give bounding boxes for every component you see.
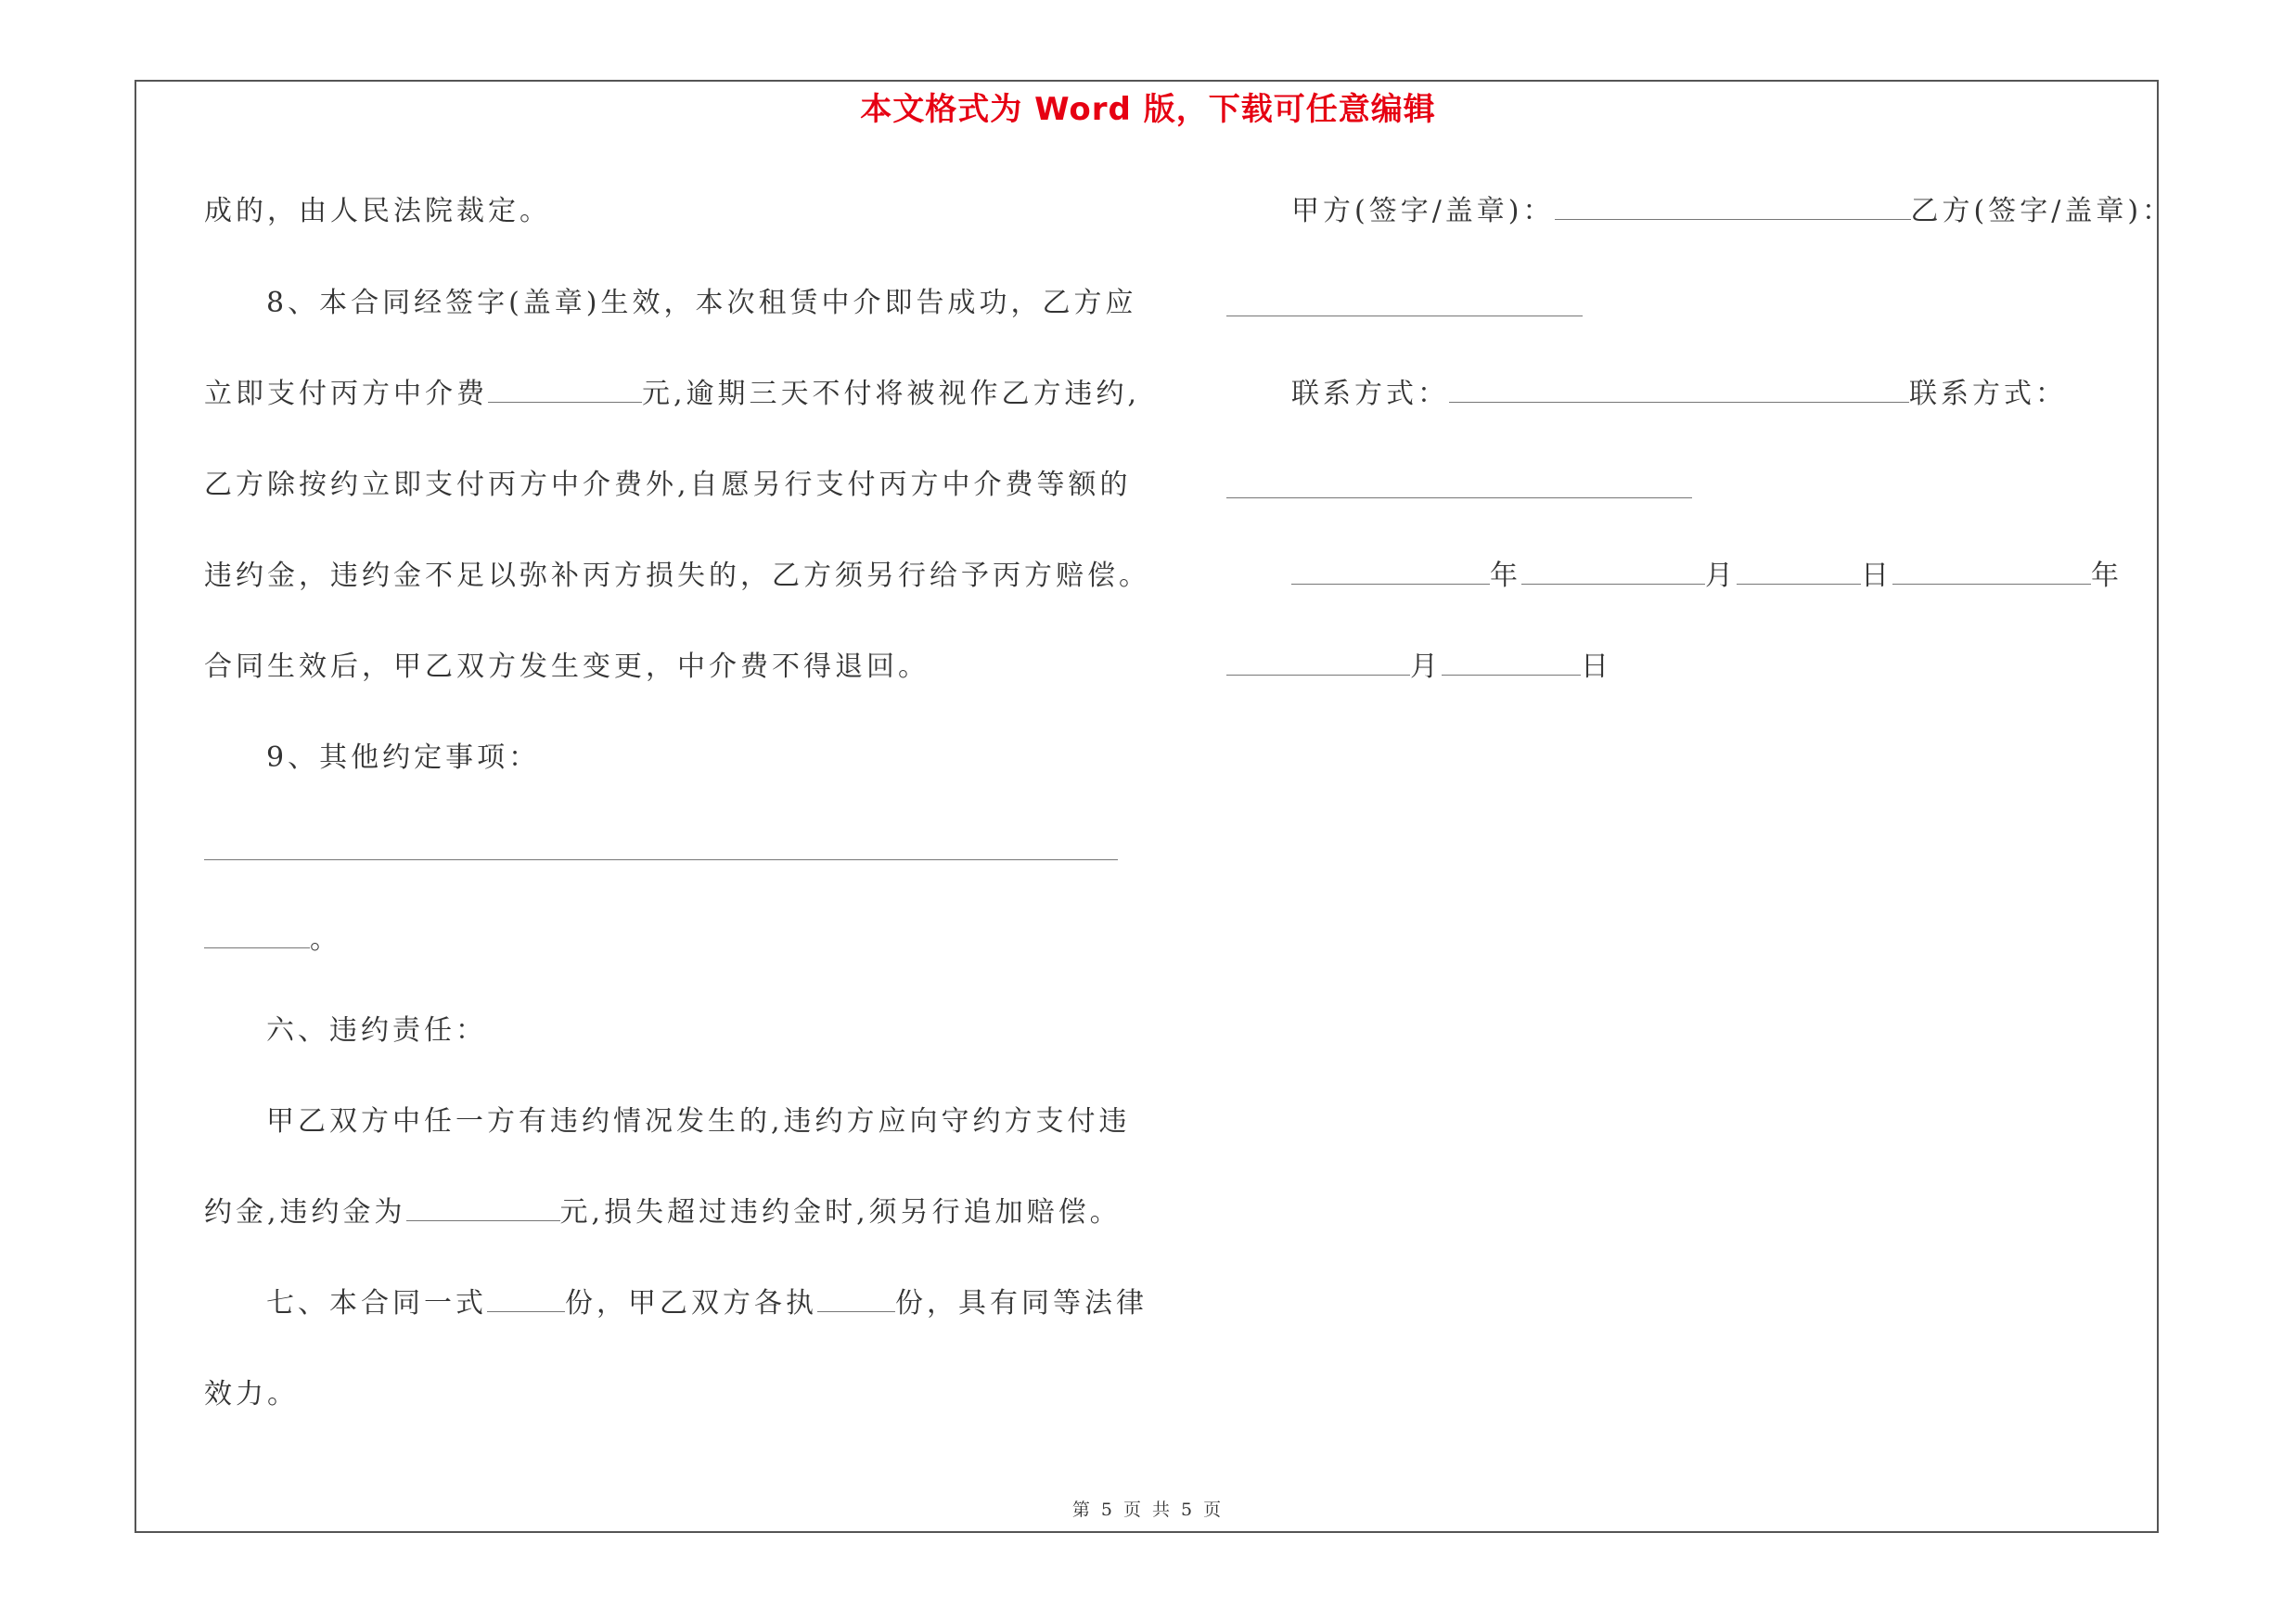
other-terms-end-line	[204, 921, 341, 959]
date-line-2	[1226, 649, 1612, 686]
clause-8-line-3: 乙方除按约立即支付丙方中介费外,自愿另行支付丙方中介费等额的	[204, 469, 1132, 501]
copies-total-blank[interactable]	[487, 1285, 565, 1312]
contact-line	[1291, 376, 2067, 413]
other-terms-blank-line[interactable]	[204, 859, 1118, 860]
clause-8-line-5: 合同生效后，甲乙双方发生变更，中介费不得退回。	[204, 650, 930, 683]
party-b-year-blank[interactable]	[1892, 558, 2091, 585]
clause-8-line-4: 违约金，违约金不足以弥补丙方损失的，乙方须另行给予丙方赔偿。	[204, 560, 1150, 592]
day-label-a: 日	[1861, 560, 1892, 592]
party-b-contact-label: 联系方式：	[1909, 378, 2067, 410]
party-b-contact-blank[interactable]	[1226, 497, 1692, 498]
day-label-b: 日	[1581, 650, 1612, 683]
clause-8-text-a: 立即支付丙方中介费	[204, 378, 488, 410]
year-label-b: 年	[2091, 560, 2123, 592]
party-a-sign-blank[interactable]	[1555, 193, 1911, 220]
breach-text-b: 元,损失超过违约金时,须另行追加赔偿。	[559, 1196, 1122, 1229]
party-a-sign-label: 甲方(签字/盖章)：	[1291, 195, 1555, 227]
party-a-day-blank[interactable]	[1737, 558, 1861, 585]
party-a-contact-label: 联系方式：	[1291, 378, 1449, 410]
section-7-text-a: 七、本合同一式	[266, 1287, 487, 1320]
breach-line-2	[204, 1194, 1122, 1231]
party-b-day-blank[interactable]	[1442, 649, 1581, 676]
breach-text-a: 约金,违约金为	[204, 1196, 406, 1229]
penalty-amount-blank[interactable]	[406, 1194, 560, 1221]
section-7-text-c: 份，具有同等法律	[895, 1287, 1148, 1320]
clause-8-text-b: 元,逾期三天不付将被视作乙方违约,	[642, 378, 1141, 410]
clause-8-line-1: 8、本合同经签字(盖章)生效，本次租赁中介即告成功，乙方应	[266, 287, 1137, 319]
party-a-month-blank[interactable]	[1521, 558, 1705, 585]
signature-line	[1291, 193, 2174, 230]
party-b-month-blank[interactable]	[1226, 649, 1410, 676]
party-b-sign-label: 乙方(签字/盖章)：	[1910, 195, 2174, 227]
clause-8-line-2	[204, 376, 1140, 413]
period-mark: 。	[310, 923, 341, 956]
clause-9-heading: 9、其他约定事项：	[266, 741, 541, 774]
party-a-contact-blank[interactable]	[1449, 376, 1909, 403]
date-line-1	[1291, 558, 2123, 595]
section-7-line-2: 效力。	[204, 1378, 299, 1410]
month-label-b: 月	[1410, 650, 1442, 683]
section-6-heading: 六、违约责任：	[266, 1014, 487, 1047]
section-7-text-b: 份，甲乙双方各执	[565, 1287, 817, 1320]
copies-each-blank[interactable]	[817, 1285, 895, 1312]
page-number: 第 5 页 共 5 页	[1071, 1500, 1225, 1520]
agency-fee-blank[interactable]	[488, 376, 642, 403]
month-label-a: 月	[1705, 560, 1737, 592]
other-terms-blank-short[interactable]	[204, 921, 310, 948]
breach-line-1: 甲乙双方中任一方有违约情况发生的,违约方应向守约方支付违	[266, 1105, 1131, 1138]
party-a-year-blank[interactable]	[1291, 558, 1490, 585]
paragraph-ruling: 成的，由人民法院裁定。	[204, 195, 551, 227]
section-7-line-1	[266, 1285, 1148, 1322]
edit-banner: 本文格式为 Word 版，下载可任意编辑	[860, 91, 1436, 128]
year-label-a: 年	[1490, 560, 1521, 592]
